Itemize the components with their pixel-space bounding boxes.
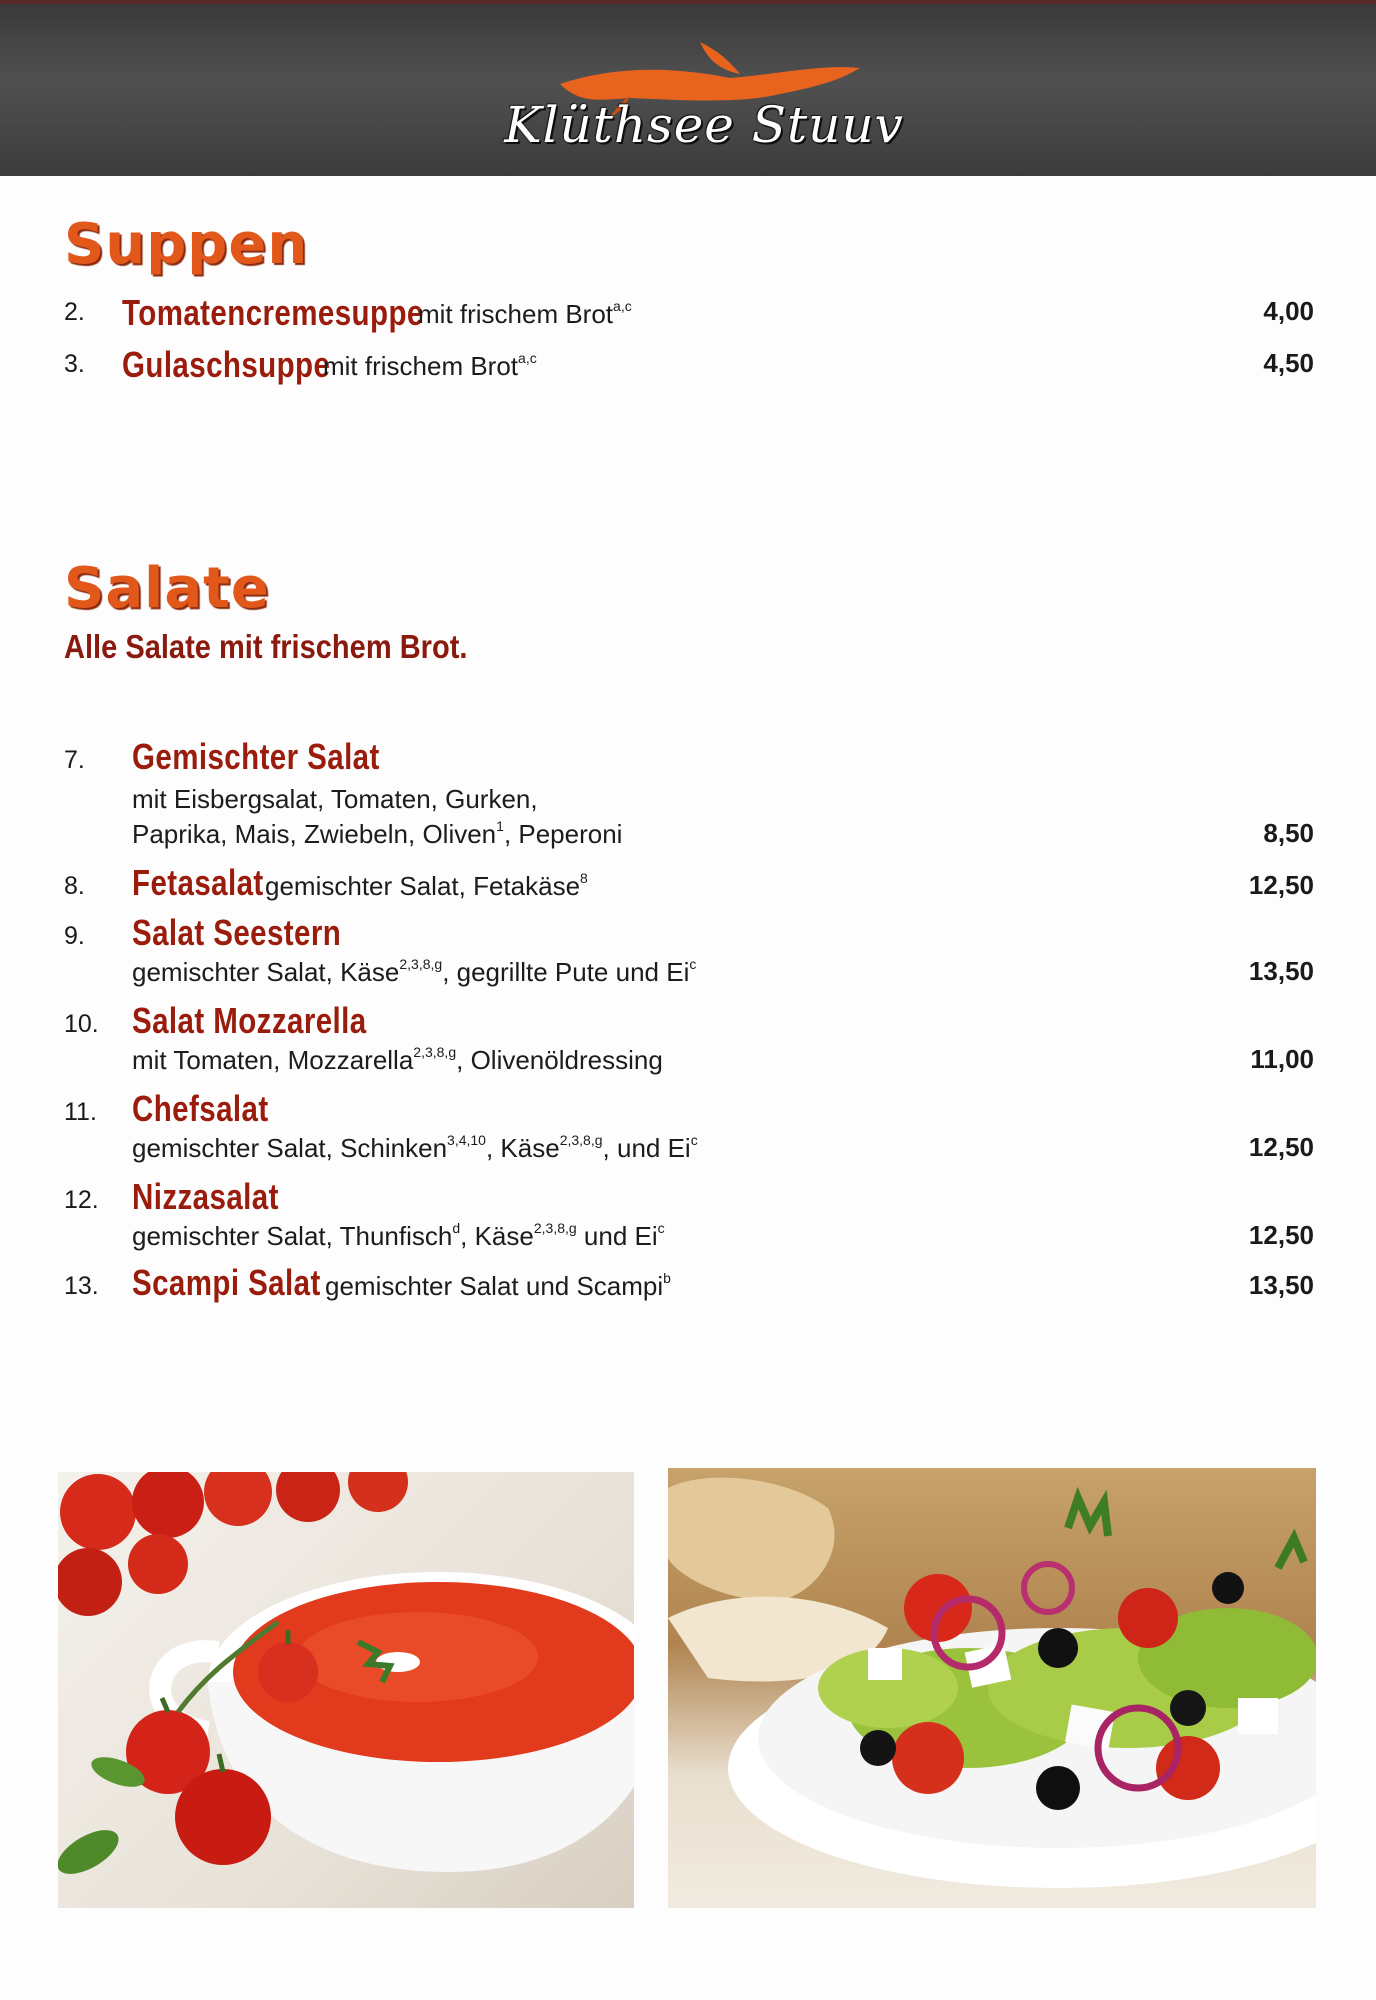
item-name: Salat Seestern xyxy=(132,912,342,953)
item-description: mit frischem Brot$^{a,c}$ xyxy=(323,350,537,381)
item-description: mit frischem Brot$^{a,c}$ xyxy=(418,298,632,329)
item-name: Gemischter Salat xyxy=(132,736,380,777)
item-name: Nizzasalat xyxy=(132,1176,279,1217)
item-description: Paprika, Mais, Zwiebeln, Oliven$^1$, Peperoni xyxy=(132,818,623,849)
item-price: 12,50 xyxy=(1248,1220,1314,1250)
item-price: 13,50 xyxy=(1248,1270,1314,1300)
logo-text: Klüthsee Stuuv xyxy=(504,96,904,154)
item-price: 12,50 xyxy=(1248,1132,1314,1162)
item-name: Fetasalat xyxy=(132,862,264,903)
item-number: 10. xyxy=(64,1010,99,1038)
item-price: 8,50 xyxy=(1263,818,1314,848)
item-price: 4,50 xyxy=(1263,348,1314,378)
item-number: 12. xyxy=(64,1186,99,1214)
item-description: gemischter Salat, Schinken$^{3,4,10}$, Käse$^{2,3,8,g}$, und Ei$^c$ xyxy=(132,1132,698,1163)
item-number: 8. xyxy=(64,872,85,900)
item-number: 9. xyxy=(64,922,85,950)
item-name: Gulaschsuppe xyxy=(122,344,331,385)
salate-title: Salate xyxy=(64,556,270,621)
item-name: Salat Mozzarella xyxy=(132,1000,367,1041)
item-description: mit Tomaten, Mozzarella$^{2,3,8,g}$, Olivenöldressing xyxy=(132,1044,663,1075)
item-name: Chefsalat xyxy=(132,1088,269,1129)
item-price: 4,00 xyxy=(1263,296,1314,326)
item-price: 12,50 xyxy=(1248,870,1314,900)
salate-subtitle: Alle Salate mit frischem Brot. xyxy=(64,628,468,665)
item-number: 3. xyxy=(64,350,85,378)
item-price: 11,00 xyxy=(1250,1044,1314,1074)
tomato-soup-photo xyxy=(58,1472,634,1908)
item-description: gemischter Salat, Fetakäse$^8$ xyxy=(265,870,588,901)
item-number: 7. xyxy=(64,746,85,774)
item-description: mit Eisbergsalat, Tomaten, Gurken, xyxy=(132,784,538,814)
header-banner xyxy=(0,0,1376,176)
suppen-title: Suppen xyxy=(64,212,309,277)
item-description: gemischter Salat, Thunfisch$^d$, Käse$^{2,3,8,g}$ und Ei$^c$ xyxy=(132,1220,665,1251)
salad-photo xyxy=(668,1468,1316,1908)
restaurant-logo xyxy=(480,34,920,174)
item-number: 2. xyxy=(64,298,85,326)
item-number: 13. xyxy=(64,1272,99,1300)
item-name: Scampi Salat xyxy=(132,1262,321,1303)
item-description: gemischter Salat und Scampi$^b$ xyxy=(325,1270,671,1301)
item-number: 11. xyxy=(64,1098,97,1126)
item-description: gemischter Salat, Käse$^{2,3,8,g}$, gegrillte Pute und Ei$^c$ xyxy=(132,956,697,987)
item-name: Tomatencremesuppe xyxy=(122,292,424,333)
item-price: 13,50 xyxy=(1248,956,1314,986)
